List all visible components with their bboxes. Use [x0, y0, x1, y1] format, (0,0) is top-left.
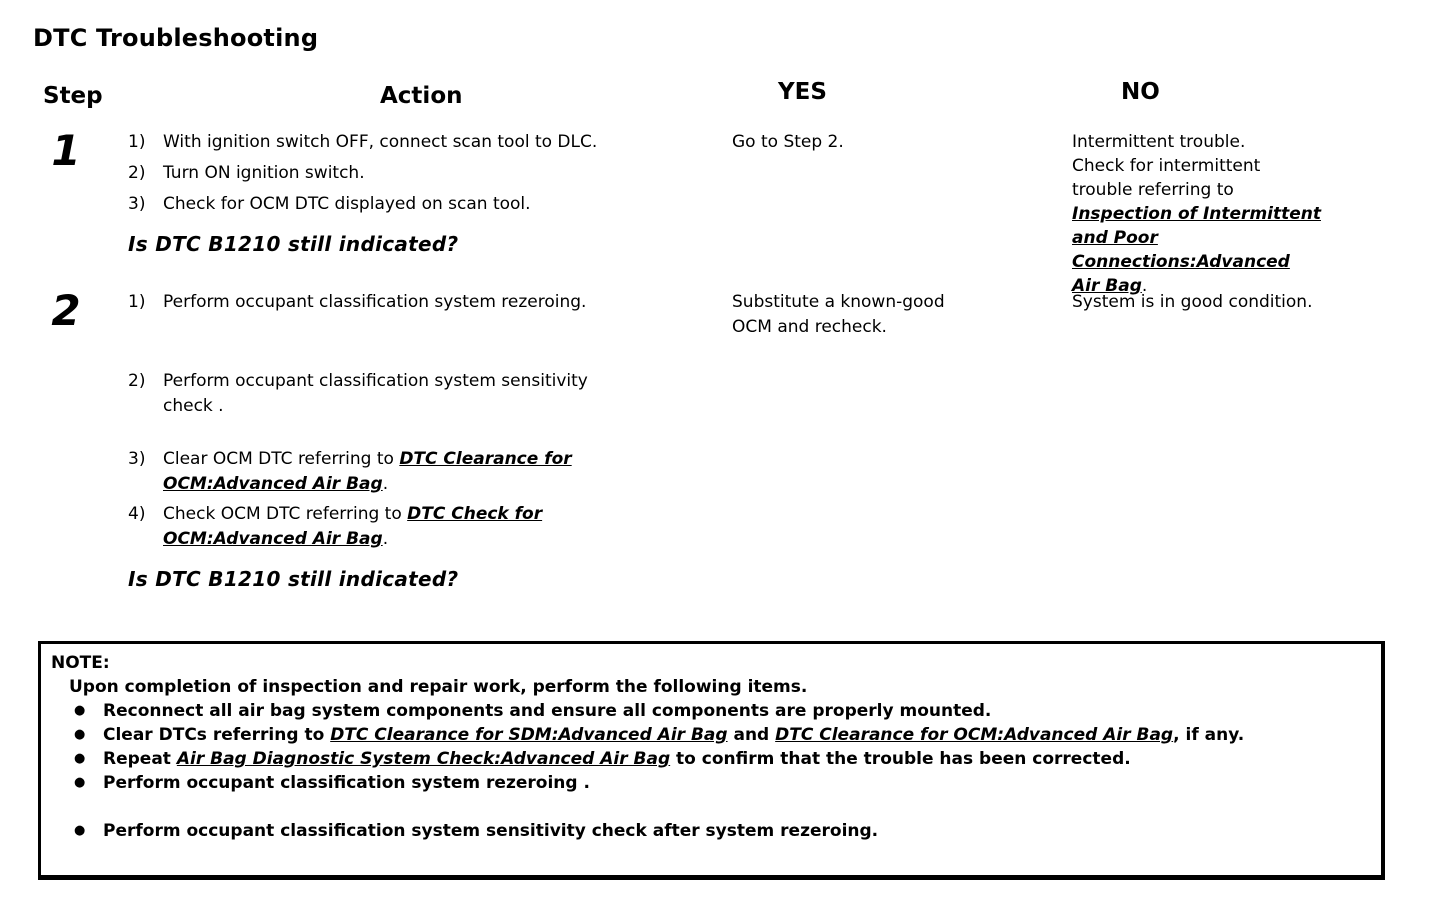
note-intro: Upon completion of inspection and repair work, perform the following items.: [69, 677, 808, 697]
step-1-number: 1: [51, 126, 81, 175]
note-box: [38, 641, 1385, 880]
bullet-icon: ●: [74, 703, 86, 718]
bullet-icon: ●: [74, 751, 86, 766]
link-dtc-check-for-ocm[interactable]: DTC Check for OCM:Advanced Air Bag: [163, 504, 543, 549]
action-item-number: 2): [128, 371, 146, 391]
action-text-end: .: [382, 474, 389, 494]
note-bullet-text: [103, 747, 1373, 771]
action-item-text: Check for OCM DTC displayed on scan tool.: [163, 194, 531, 214]
note-bullet: [69, 771, 1373, 795]
step-1-yes-cell: Go to Step 2.: [732, 132, 844, 152]
action-item-text: Perform occupant classification system sensitivity check .: [163, 371, 588, 416]
note-bullet-text: Reconnect all air bag system components and ensure all components are properly mounted.: [103, 701, 992, 721]
no-cell-text-end: .: [1141, 276, 1148, 296]
note-text: Clear DTCs referring to: [103, 725, 331, 745]
note-bullet: [69, 699, 1373, 723]
action-item-number: 3): [128, 194, 146, 214]
action-item: [128, 290, 628, 315]
step-2-question: Is DTC B1210 still indicated?: [128, 567, 459, 591]
link-dtc-clearance-for-sdm[interactable]: DTC Clearance for SDM:Advanced Air Bag: [330, 725, 728, 745]
link-air-bag-diagnostic-system-check[interactable]: Air Bag Diagnostic System Check:Advanced Air Bag: [176, 749, 671, 769]
step-1-no-cell: [1072, 130, 1322, 298]
column-header-no: NO: [1121, 79, 1160, 105]
action-item-text: [163, 447, 628, 497]
action-item: [128, 502, 628, 552]
note-bullet-text: Perform occupant classification system rezeroing .: [103, 773, 590, 793]
step-1-question: Is DTC B1210 still indicated?: [128, 232, 459, 256]
note-bullet-text: Perform occupant classification system sensitivity check after system rezeroing.: [103, 821, 879, 841]
bullet-icon: ●: [74, 775, 86, 790]
column-header-step: Step: [43, 83, 103, 109]
note-text: Repeat: [103, 749, 177, 769]
action-item-text: [163, 502, 628, 552]
action-item: [128, 130, 628, 155]
step-1-action-cell: [128, 130, 628, 257]
no-cell-line1: Intermittent trouble.: [1072, 132, 1246, 152]
step-2-action-cell: [128, 290, 628, 592]
link-inspection-of-intermittent-and-poor-connections[interactable]: Inspection of Intermittent and Poor Connections:Advanced Air Bag: [1072, 204, 1321, 296]
action-item-number: 2): [128, 163, 146, 183]
no-cell-text: Check for intermittent trouble referring to: [1072, 156, 1261, 200]
action-item-number: 4): [128, 504, 146, 524]
action-item-number: 1): [128, 292, 146, 312]
note-text-end: to confirm that the trouble has been corrected.: [670, 749, 1131, 769]
action-item-text: Perform occupant classification system rezeroing.: [163, 292, 587, 312]
action-item: [128, 192, 628, 217]
note-label: NOTE:: [51, 653, 110, 673]
note-bullet: [69, 819, 1373, 843]
note-bullet-text: [103, 723, 1373, 747]
note-bullet: [69, 747, 1373, 771]
bullet-icon: ●: [74, 727, 86, 742]
action-item-number: 1): [128, 132, 146, 152]
page-title: DTC Troubleshooting: [33, 24, 319, 52]
action-text: Clear OCM DTC referring to: [163, 449, 400, 469]
step-2-no-cell: System is in good condition.: [1072, 292, 1313, 312]
note-text-end: , if any.: [1173, 725, 1245, 745]
link-dtc-clearance-for-ocm[interactable]: DTC Clearance for OCM:Advanced Air Bag: [163, 449, 572, 494]
note-text: and: [727, 725, 776, 745]
column-header-yes: YES: [778, 79, 827, 105]
action-text-end: .: [382, 529, 389, 549]
action-item-number: 3): [128, 449, 146, 469]
step-2-number: 2: [51, 286, 81, 335]
step-2-yes-cell: Substitute a known-good OCM and recheck.: [732, 292, 945, 337]
action-text: Check OCM DTC referring to: [163, 504, 408, 524]
action-item: [128, 369, 628, 419]
action-item-text: Turn ON ignition switch.: [163, 163, 365, 183]
note-bullet: [69, 723, 1373, 747]
action-item-text: With ignition switch OFF, connect scan tool to DLC.: [163, 132, 598, 152]
link-dtc-clearance-for-ocm-note[interactable]: DTC Clearance for OCM:Advanced Air Bag: [775, 725, 1174, 745]
action-item: [128, 447, 628, 497]
action-item: [128, 161, 628, 186]
column-header-action: Action: [380, 83, 463, 109]
bullet-icon: ●: [74, 823, 86, 838]
